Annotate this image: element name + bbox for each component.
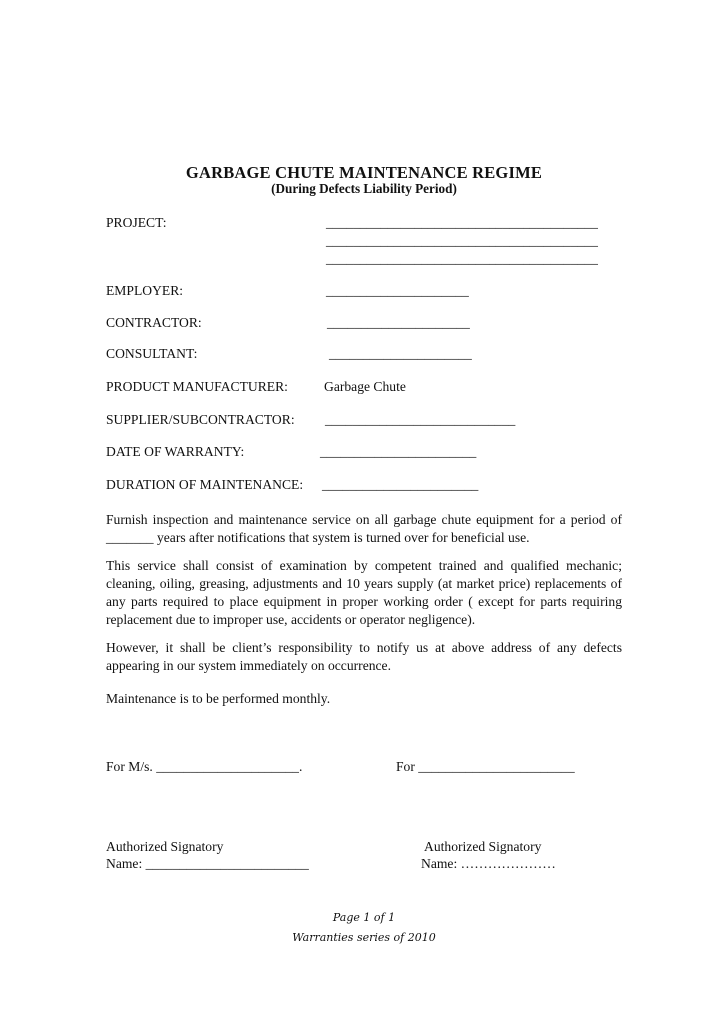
supplier-label: SUPPLIER/SUBCONTRACTOR: (106, 412, 295, 427)
signatory-name-right: Name: ………………… (421, 856, 556, 871)
project-label: PROJECT: (106, 215, 167, 230)
warranty-date-label: DATE OF WARRANTY: (106, 444, 245, 459)
paragraph-scope: This service shall consist of examination by competent trained and qualified mechanic; cleaning, oiling, greasing, adjustments and 10 years supply (at market price) replacements of any parts required to place equipment in proper working order ( except for parts requiring replacement due to improper use, accidents or operator negligence). (106, 558, 622, 627)
warranty-date-value: _______________________ (320, 444, 477, 459)
employer-label: EMPLOYER: (106, 283, 184, 298)
signatory-name-left: Name: ________________________ (106, 856, 309, 871)
page-number: Page 1 of 1 (332, 911, 396, 924)
document-title: GARBAGE CHUTE MAINTENANCE REGIME (185, 163, 543, 182)
signatory-left: Authorized Signatory (106, 839, 224, 854)
project-line-2: ________________________________________ (326, 233, 598, 248)
project-line-3: ________________________________________ (326, 251, 598, 266)
signatory-right: Authorized Signatory (424, 839, 542, 854)
paragraph-frequency: Maintenance is to be performed monthly. (106, 691, 331, 706)
supplier-value: ____________________________ (325, 412, 516, 427)
consultant-label: CONSULTANT: (106, 346, 198, 361)
paragraph-responsibility: However, it shall be client’s responsibility to notify us at above address of any defects appearing in our system immediately on occurrence. (106, 640, 622, 673)
project-line-1: ________________________________________ (326, 215, 598, 230)
manufacturer-label: PRODUCT MANUFACTURER: (106, 379, 288, 394)
duration-value: _______________________ (322, 477, 479, 492)
consultant-value: _____________________ (329, 346, 472, 361)
for-company-left: For M/s. _____________________. (106, 759, 303, 774)
manufacturer-value: Garbage Chute (324, 379, 406, 394)
employer-value: _____________________ (326, 283, 469, 298)
series-note: Warranties series of 2010 (292, 931, 436, 944)
contractor-label: CONTRACTOR: (106, 315, 202, 330)
duration-label: DURATION OF MAINTENANCE: (106, 477, 304, 492)
contractor-value: _____________________ (327, 315, 470, 330)
document-subtitle: (During Defects Liability Period) (271, 181, 457, 196)
for-company-right: For _______________________ (396, 759, 575, 774)
paragraph-service: Furnish inspection and maintenance service on all garbage chute equipment for a period of _______ years after notifications that system is turned over for beneficial use. (106, 512, 622, 545)
